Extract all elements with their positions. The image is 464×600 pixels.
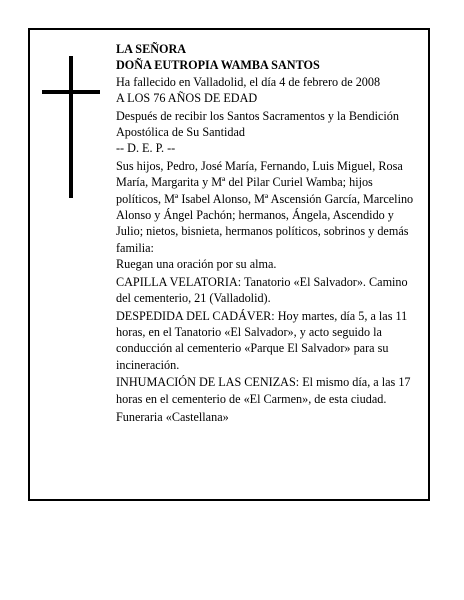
obituary-notice: [28, 28, 430, 501]
chapel-info: CAPILLA VELATORIA: Tanatorio «El Salvador». Camino del cementerio, 21 (Valladolid).: [116, 274, 408, 305]
burial-info: INHUMACIÓN DE LAS CENIZAS: El mismo día, a las 17 horas en el cementerio de «El Carmen», de esta ciudad.: [116, 375, 411, 406]
rip-line: -- D. E. P. --: [116, 141, 176, 156]
family-list: Sus hijos, Pedro, José María, Fernando, Luis Miguel, Rosa María, Margarita y Mª del Pilar Curiel Wamba; hijos políticos, Mª Isabel Alonso, Mª Ascensión García, Marcelino Alonso y Ángel Pachón; hermanos, Ángela, Ascendido y Julio; nietos, bisnieta, hermanos políticos, sobrinos y demás familia:: [116, 159, 414, 255]
cross-vertical-bar: [69, 56, 73, 198]
death-statement: Ha fallecido en Valladolid, el día 4 de febrero de 2008: [116, 74, 381, 89]
farewell-info: DESPEDIDA DEL CADÁVER: Hoy martes, día 5, a las 11 horas, en el Tanatorio «El Salvador», y acto seguido la conducción al cementerio «Parque El Salvador» para su incineración.: [116, 308, 408, 372]
deceased-name: DOÑA EUTROPIA WAMBA SANTOS: [116, 58, 320, 73]
notice-text: [116, 41, 418, 425]
prayer-request: Ruegan una oración por su alma.: [116, 256, 277, 271]
funeral-home: Funeraria «Castellana»: [116, 409, 229, 424]
cross-horizontal-bar: [42, 90, 100, 94]
age-statement: A LOS 76 AÑOS DE EDAD: [116, 90, 258, 105]
notice-title: LA SEÑORA: [116, 42, 187, 56]
sacraments-statement: Después de recibir los Santos Sacramentos y la Bendición Apostólica de Su Santidad: [116, 108, 399, 139]
cross-icon: [42, 56, 100, 198]
